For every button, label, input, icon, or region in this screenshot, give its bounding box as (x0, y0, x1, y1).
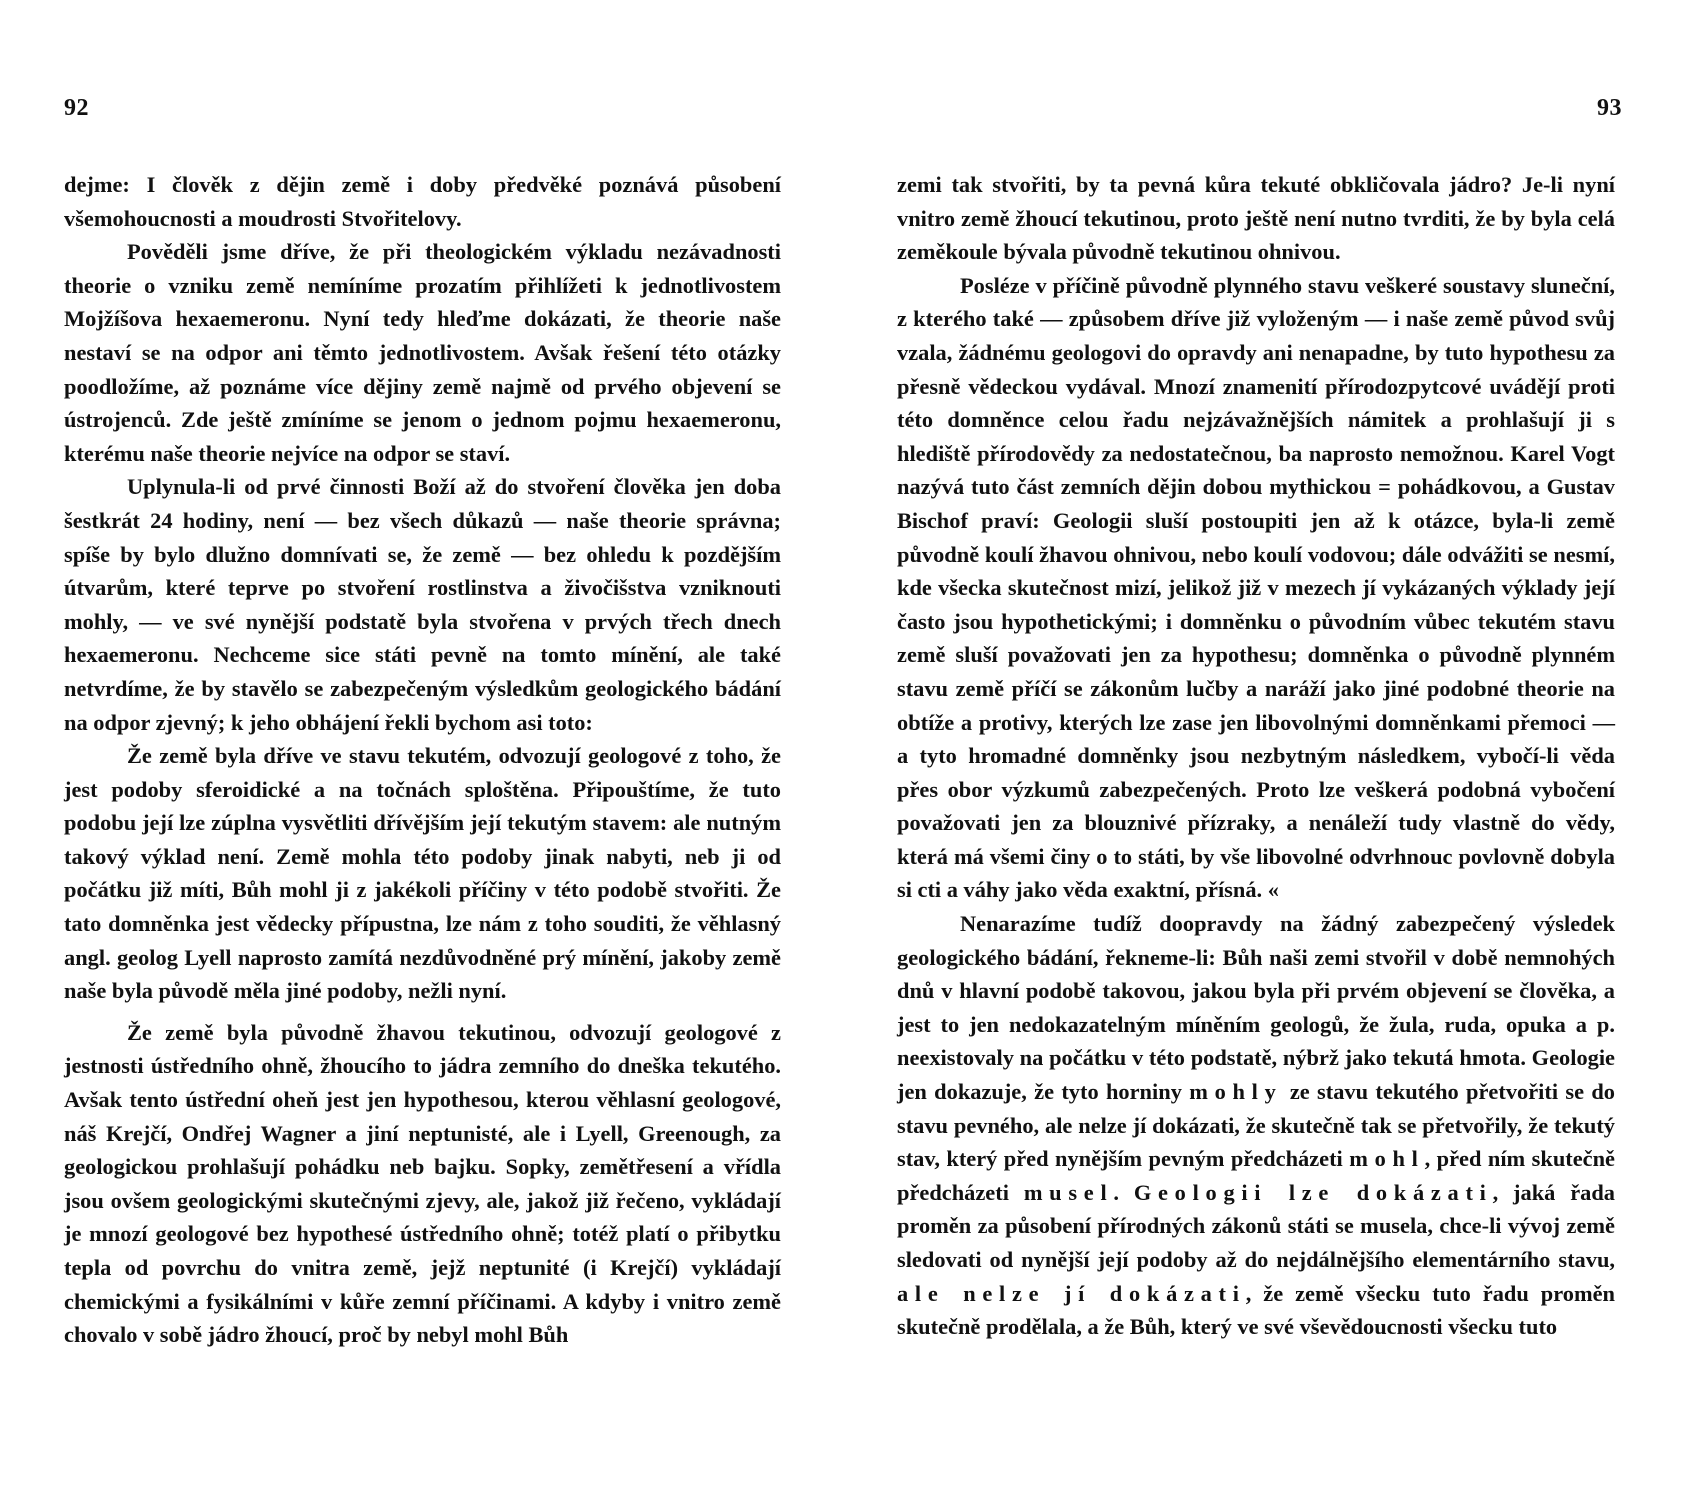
paragraph-text: , že země všecku tuto řadu proměn skutečně prodělala, a že Bůh, který ve své vševědoucnosti všecku tuto (897, 1280, 1615, 1340)
paragraph: Pověděli jsme dříve, že při theologickém výkladu nezávadnosti theorie o vzniku země nemíníme prozatím přihlížeti k jednotlivostem Mojžíšova hexaemeronu. Nyní tedy hleďme dokázati, že theorie naše nestaví se na odpor ani těmto jednotlivostem. Avšak řešení této otázky poodložíme, až poznáme více dějiny země najmě od prvého objevení se ústrojenců. Zde ještě zmíníme se jenom o jednom pojmu hexaemeronu, kterému naše theorie nejvíce na odpor se staví. (64, 239, 781, 466)
right-page-text (897, 168, 1615, 1344)
paragraph: zemi tak stvořiti, by ta pevná kůra tekuté obkličovala jádro? Je-li nyní vnitro země žhoucí tekutinou, proto ještě není nutno tvrditi, že by byla celá zeměkoule bývala původně tekutinou ohnivou. (897, 172, 1615, 265)
paragraph-text: , jaká řada proměn za působení přírodných zákonů státi se musela, chce-li vývoj země sledovati od nynější její podoby až do nejdálnějšího elementárního stavu, (897, 1179, 1615, 1272)
paragraph: Posléze v příčině původně plynného stavu veškeré soustavy sluneční, z kterého také — způsobem dříve již vyloženým — i naše země původ svůj vzala, žádnému geologovi do opravdy ani nenapadne, by tuto hypothesu za přesně vědeckou vydával. Mnozí znamenití přírodozpytcové uvádějí proti této domněnce celou řadu nejzávažnějších námitek a prohlašují ji s hlediště přírodovědy za nedostatečnou, ba naprosto nemožnou. Karel Vogt nazývá tuto část zemních dějin dobou mythickou = pohádkovou, a Gustav Bischof praví: Geologii sluší postoupiti jen až k otázce, byla-li země původně koulí žhavou ohnivou, nebo koulí vodovou; dále odvážiti se nesmí, kde všecka skutečnost mizí, jelikož již v mezech jí vykázaných výklady její často jsou hypothetickými; i domněnku o původním vůbec tekutém stavu země sluší považovati jen za hypothesu; domněnka o původně plynném stavu země příčí se zákonům lučby a naráží jako jiné podobné theorie na obtíže a protivy, kterých lze zase jen libovolnými domněnkami přemoci — a tyto hromadné domněnky jsou nezbytným následkem, vybočí-li věda přes obor výzkumů zabezpečených. Proto lze veškerá podobná vybočení považovati jen za blouznivé přízraky, a nenáleží tudy vlastně do vědy, která má všemi činy o to státi, by vše libovolné odvrhnouc povlovně dobyla si cti a váhy jako věda exaktní, přísná. « (897, 272, 1615, 903)
paragraph-text: . (1113, 1179, 1134, 1205)
paragraph-text: ze stavu tekutého přetvořiti se do stavu pevného, ale nelze jí dokázati, že skutečně tak se přetvořily, že tekutý stav, který před nynějším pevným předcházeti (897, 1079, 1615, 1172)
right-page (842, 0, 1684, 1500)
emphasized-text: ale nelze jí dokázati (897, 1280, 1246, 1306)
emphasized-text: musel (1023, 1179, 1114, 1205)
page-number: 93 (1597, 95, 1622, 121)
paragraph-text: Nenarazíme tudíž doopravdy na žádný zabezpečený výsledek geologického bádání, řekneme-li: Bůh naši zemi stvořil v době nemnohých dnů v hlavní podobě takovou, jakou byla při prvém objevení se člověka, a jest to jen nedokazatelným míněním geologů, že žula, ruda, opuka a p. neexistovaly na počátku v této podstatě, nýbrž jako tekutá hmota. Geologie jen dokazuje, že tyto horniny (897, 911, 1615, 1105)
paragraph (897, 907, 1615, 1344)
emphasized-text: mohly (1189, 1079, 1283, 1105)
paragraph: Že země byla původně žhavou tekutinou, odvozují geologové z jestnosti ústředního ohně, žhoucího to jádra zemního do dneška tekutého. Avšak tento ústřední oheň jest jen hypothesou, kterou věhlasní geologové, náš Krejčí, Ondřej Wagner a jiní neptunisté, ale i Lyell, Greenough, za geologickou prohlašují pohádku neb bajku. Sopky, zemětřesení a vřídla jsou ovšem geologickými skutečnými zjevy, ale, jakož již řečeno, vykládají je mnozí geologové bez hypothesé ústředního ohně; totéž platí o přibytku tepla od povrchu do vnitra země, jejž neptunité (i Krejčí) vykládají chemickými a fysikálními v kůře zemní příčinami. A kdyby i vnitro země chovalo v sobě jádro žhoucí, proč by nebyl mohl Bůh (64, 1019, 781, 1348)
paragraph-text: , před ním skutečně předcházeti (897, 1146, 1615, 1205)
emphasized-text: Geologii lze dokázati (1133, 1179, 1493, 1205)
paragraph: dejme: I člověk z dějin země i doby předvěké poznává působení všemohoucnosti a moudrosti Stvořitelovy. (64, 172, 781, 231)
left-page-text (64, 168, 781, 1352)
paragraph: Uplynula-li od prvé činnosti Boží až do stvoření člověka jen doba šestkrát 24 hodiny, není — bez všech důkazů — naše theorie správna; spíše by bylo dlužno domnívati se, že země — bez ohledu k pozdějším útvarům, které teprve po stvoření rostlinstva a živočišstva vzniknouti mohly, — ve své nynější podstatě byla stvořena v prvých třech dnech hexaemeronu. Nechceme sice státi pevně na tomto mínění, ale také netvrdíme, že by stavělo se zabezpečeným výsledkům geologického bádání na odpor zjevný; k jeho obhájení řekli bychom asi toto: (64, 474, 781, 735)
paragraph: Že země byla dříve ve stavu tekutém, odvozují geologové z toho, že jest podoby sferoidické a na točnách sploštěna. Připouštíme, že tuto podobu její lze zúplna vysvětliti dřívějším její tekutým stavem: ale nutným takový výklad není. Země mohla této podoby jinak nabyti, neb ji od počátku již míti, Bůh mohl ji z jakékoli příčiny v této podobě stvořiti. Že tato domněnka jest vědecky přípustna, lze nám z toho souditi, že věhlasný angl. geolog Lyell naprosto zamítá nezdůvodněné prý mínění, jakoby země naše byla původě měla jiné podoby, nežli nyní. (64, 743, 781, 1004)
emphasized-text: mohl (1349, 1146, 1425, 1172)
page-number: 92 (64, 95, 89, 121)
